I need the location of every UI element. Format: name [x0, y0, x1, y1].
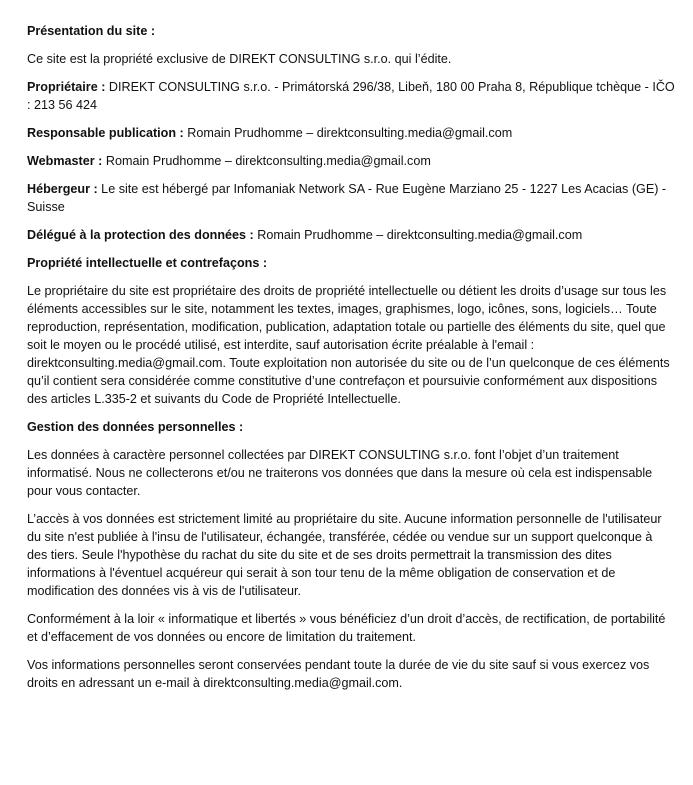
host-label: Hébergeur : [27, 182, 98, 196]
publication-manager-value: Romain Prudhomme – direktconsulting.media@gmail.com [183, 126, 513, 140]
webmaster-value: Romain Prudhomme – direktconsulting.media@gmail.com [102, 154, 431, 168]
section-heading-presentation: Présentation du site : [27, 24, 156, 38]
presentation-intro: Ce site est la propriété exclusive de DIREKT CONSULTING s.r.o. qui l’édite. [27, 52, 452, 66]
personal-data-paragraph: L’accès à vos données est strictement limité au propriétaire du site. Aucune information personnelle de l'utilisateur du site n'est publiée à l'insu de l'utilisateur, échangée, transférée, cédée ou vendue sur un support quelconque à des tiers. Seule l'hypothèse du rachat du site du site et de ses droits permettrait la transmission des dites informations à l'éventuel acquéreur qui serait à son tour tenu de la même obligation de conservation et de modification des données vis à vis de l'utilisateur. [27, 512, 662, 598]
dpo-label: Délégué à la protection des données : [27, 228, 254, 242]
section-heading-personal-data: Gestion des données personnelles : [27, 420, 244, 434]
section-heading-intellectual-property: Propriété intellectuelle et contrefaçons : [27, 256, 268, 270]
personal-data-paragraph: Vos informations personnelles seront conservées pendant toute la durée de vie du site sauf si vous exercez vos droits en adressant un e-mail à direktconsulting.media@gmail.com. [27, 658, 650, 690]
personal-data-paragraph: Conformément à la loir « informatique et libertés » vous bénéficiez d’un droit d’accès, de rectification, de portabilité et d’effacement de vos données ou encore de limitation du traitement. [27, 612, 666, 644]
host-value: Le site est hébergé par Infomaniak Network SA - Rue Eugène Marziano 25 - 1227 Les Acacias (GE) - Suisse [27, 182, 667, 214]
owner-value: DIREKT CONSULTING s.r.o. - Primátorská 296/38, Libeň, 180 00 Praha 8, République tchèque - IČO : 213 56 424 [27, 80, 675, 112]
intellectual-property-paragraph: Le propriétaire du site est propriétaire des droits de propriété intellectuelle ou détient les droits d’usage sur tous les éléments accessibles sur le site, notamment les textes, images, graphismes, logo, icônes, sons, logiciels… Toute reproduction, représentation, modification, publication, adaptation totale ou partielle des éléments du site, quel que soit le moyen ou le procédé utilisé, est interdite, sauf autorisation écrite préalable à l'email : direktconsulting.media@gmail.com. Toute exploitation non autorisée du site ou de l’un quelconque de ces éléments qu’il contient sera considérée comme constitutive d’une contrefaçon et poursuivie conformément aux dispositions des articles L.335-2 et suivants du Code de Propriété Intellectuelle. [27, 284, 670, 406]
host-line [27, 180, 675, 216]
publication-manager-label: Responsable publication : [27, 126, 184, 140]
dpo-value: Romain Prudhomme – direktconsulting.media@gmail.com [253, 228, 583, 242]
webmaster-label: Webmaster : [27, 154, 103, 168]
owner-line [27, 78, 675, 114]
personal-data-paragraph: Les données à caractère personnel collectées par DIREKT CONSULTING s.r.o. font l’objet d’un traitement informatisé. Nous ne collecterons et/ou ne traiterons vos données que dans la mesure où cela est indispensable pour vous contacter. [27, 448, 653, 498]
webmaster-line [27, 152, 675, 170]
dpo-line [27, 226, 675, 244]
publication-manager-line [27, 124, 675, 142]
owner-label: Propriétaire : [27, 80, 106, 94]
